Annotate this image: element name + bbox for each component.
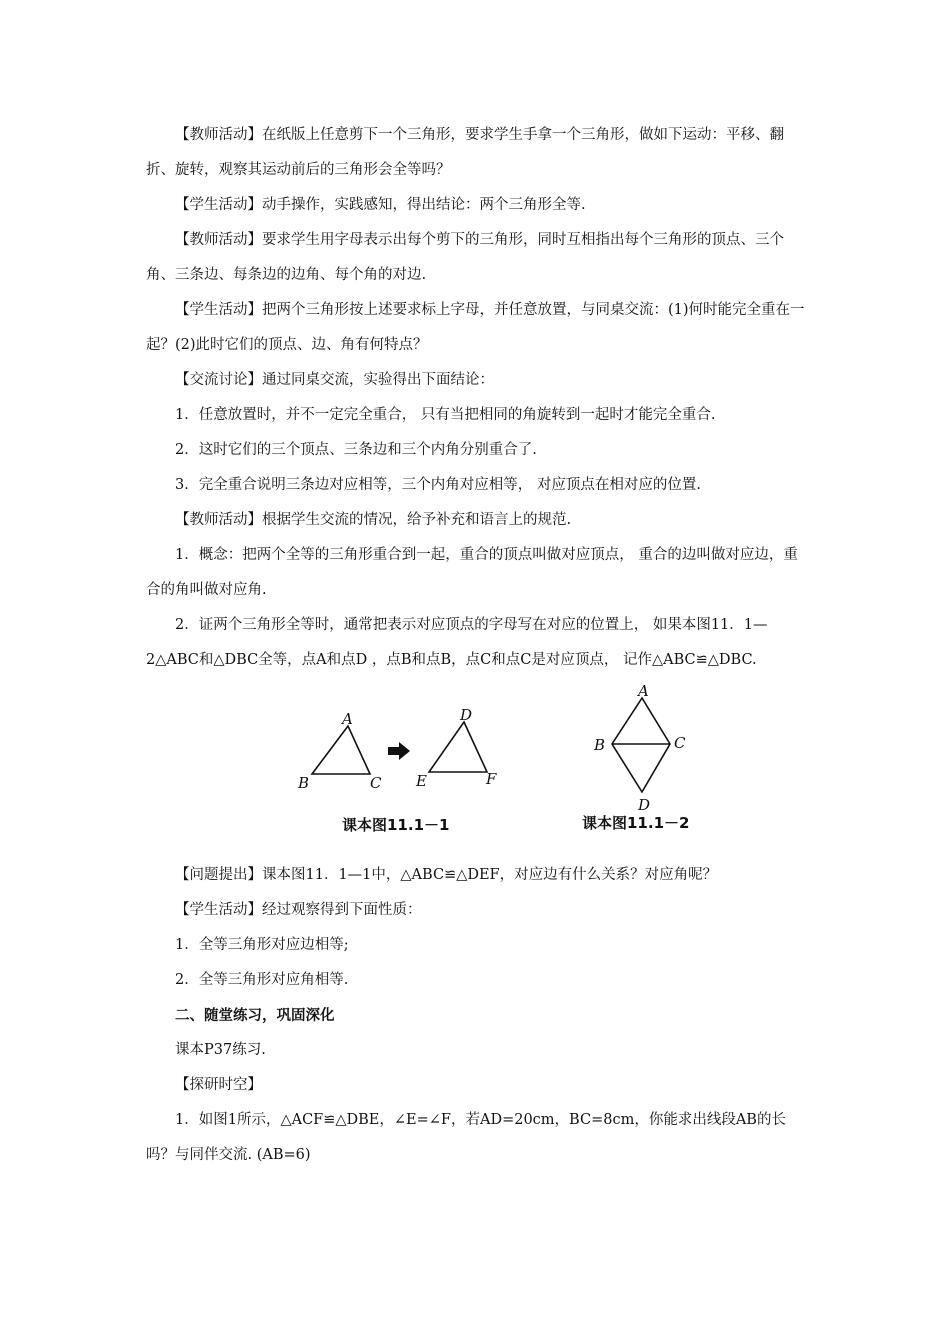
figure-11-1-1-caption: 课本图11.1－1 xyxy=(342,816,450,834)
paragraph-student-activity-3: 【学生活动】经过观察得到下面性质： xyxy=(175,902,422,918)
paragraph-property-1: 1．全等三角形对应边相等; xyxy=(175,937,349,953)
label-c: C xyxy=(674,734,686,752)
figure-11-1-1 xyxy=(296,706,516,796)
label-f: F xyxy=(486,770,497,788)
figure-11-1-1-diagram xyxy=(296,706,516,796)
paragraph-notation: 2．证两个三角形全等时，通常把表示对应顶点的字母写在对应的位置上， 如果本图11．1—2△ABC和△DBC全等，点A和点D ，点B和点B，点C和点C是对应顶点， 记作△ABC≌△DBC. xyxy=(146,617,768,668)
label-a: A xyxy=(342,710,353,728)
label-d: D xyxy=(638,796,651,814)
paragraph-teacher-activity-1: 【教师活动】在纸版上任意剪下一个三角形，要求学生手拿一个三角形，做如下运动：平移、翻折、旋转，观察其运动前后的三角形会全等吗？ xyxy=(146,127,784,178)
label-b: B xyxy=(298,774,310,792)
paragraph-teacher-activity-2: 【教师活动】要求学生用字母表示出每个剪下的三角形，同时互相指出每个三角形的顶点、三个角、三条边、每条边的边角、每个角的对边. xyxy=(146,232,784,283)
paragraph-teacher-activity-3: 【教师活动】根据学生交流的情况，给予补充和语言上的规范. xyxy=(175,512,572,528)
paragraph-concept: 1．概念：把两个全等的三角形重合到一起，重合的顶点叫做对应顶点， 重合的边叫做对应边，重合的角叫做对应角. xyxy=(146,547,798,598)
label-e: E xyxy=(416,772,427,790)
figure-11-1-2-caption: 课本图11.1－2 xyxy=(582,814,690,832)
right-arrow-icon xyxy=(388,742,410,760)
rhombus-abdc xyxy=(612,698,670,792)
label-c: C xyxy=(370,774,382,792)
paragraph-explore-heading: 【探研时空】 xyxy=(175,1077,262,1093)
label-b: B xyxy=(594,736,606,754)
section-heading: 二、随堂练习，巩固深化 xyxy=(175,1007,335,1024)
paragraph-practice: 课本P37练习. xyxy=(175,1042,266,1058)
figure-11-1-2-diagram xyxy=(592,684,702,814)
paragraph-conclusion-1: 1．任意放置时，并不一定完全重合， 只有当把相同的角旋转到一起时才能完全重合. xyxy=(175,407,716,423)
triangle-def xyxy=(429,722,487,772)
figure-row xyxy=(146,684,808,854)
paragraph-student-activity-1: 【学生活动】动手操作，实践感知，得出结论：两个三角形全等. xyxy=(175,197,586,213)
paragraph-student-activity-2: 【学生活动】把两个三角形按上述要求标上字母，并任意放置，与同桌交流：(1)何时能完全重在一起？(2)此时它们的顶点、边、角有何特点？ xyxy=(146,302,805,353)
paragraph-question: 【问题提出】课本图11．1—1中，△ABC≌△DEF，对应边有什么关系？对应角呢？ xyxy=(175,867,718,883)
paragraph-conclusion-3: 3．完全重合说明三条边对应相等，三个内角对应相等， 对应顶点在相对应的位置. xyxy=(175,477,701,493)
label-a: A xyxy=(638,684,649,700)
paragraph-exercise-1: 1．如图1所示，△ACF≌△DBE，∠E=∠F，若AD=20cm，BC=8cm，你能求出线段AB的长吗？与同伴交流. (AB=6) xyxy=(146,1112,786,1163)
figure-11-1-2 xyxy=(592,684,702,814)
paragraph-conclusion-2: 2．这时它们的三个顶点、三条边和三个内角分别重合了. xyxy=(175,442,537,458)
label-d: D xyxy=(460,706,473,724)
paragraph-property-2: 2．全等三角形对应角相等. xyxy=(175,972,349,988)
document-body xyxy=(146,118,808,1173)
paragraph-discussion: 【交流讨论】通过同桌交流，实验得出下面结论： xyxy=(175,372,494,388)
triangle-abc xyxy=(312,726,370,774)
